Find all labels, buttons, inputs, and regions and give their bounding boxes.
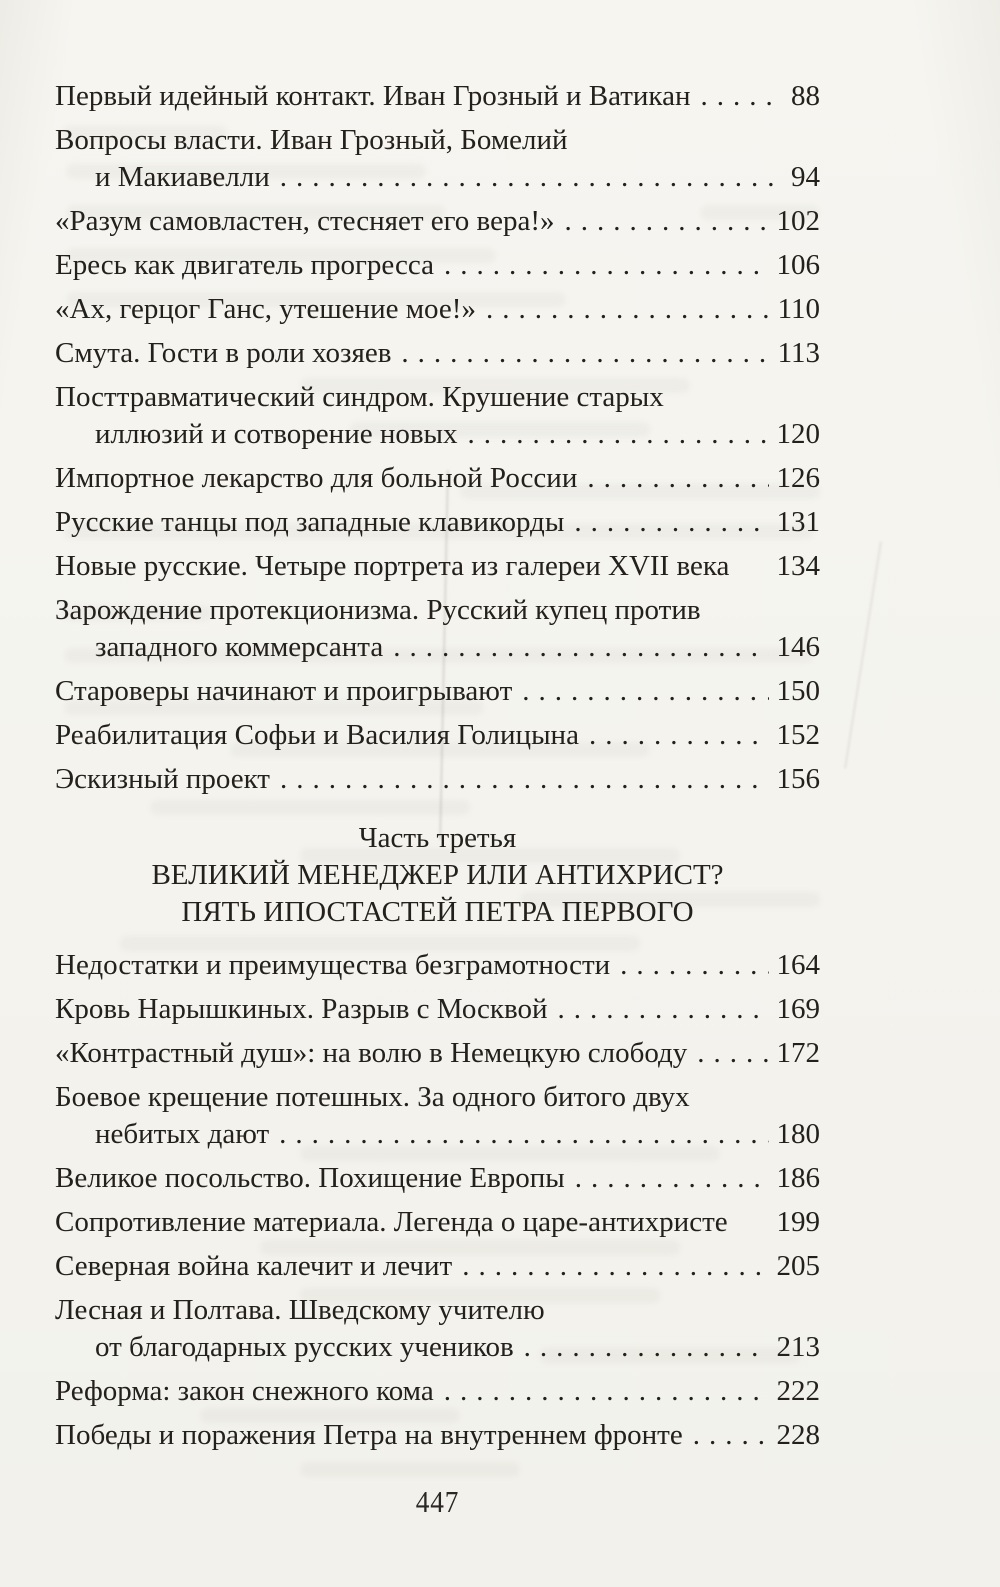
table-of-contents	[55, 78, 820, 1461]
toc-entry-title: от благодарных русских учеников	[95, 1331, 514, 1363]
toc-entry-title: Северная война калечит и лечит	[55, 1250, 453, 1282]
dot-leader	[524, 1329, 769, 1366]
toc-entry-page: 172	[776, 1037, 820, 1069]
dot-leader	[468, 416, 769, 453]
toc-entry-page: 164	[776, 949, 820, 981]
toc-entry-title: Эскизный проект	[55, 763, 270, 795]
toc-entry-page: 222	[776, 1375, 820, 1407]
dot-leader	[280, 159, 783, 196]
toc-entry-page: 106	[776, 249, 820, 281]
toc-entry	[55, 991, 820, 1028]
dot-leader	[401, 335, 769, 372]
toc-entry-page: 213	[776, 1331, 820, 1363]
toc-entry	[55, 1248, 820, 1285]
toc-entry	[55, 592, 820, 666]
toc-entry-page: 180	[776, 1118, 820, 1150]
toc-entry-title: небитых дают	[95, 1118, 270, 1150]
dot-leader	[620, 947, 768, 984]
toc-entry-page: 186	[776, 1162, 820, 1194]
page-number: 447	[415, 1484, 460, 1519]
dot-leader	[280, 761, 769, 798]
dot-leader	[700, 78, 783, 115]
toc-entry-page: 205	[776, 1250, 820, 1282]
part-title-line1: ВЕЛИКИЙ МЕНЕДЖЕР ИЛИ АНТИХРИСТ?	[151, 859, 724, 891]
toc-entry	[55, 247, 820, 284]
toc-entry-title: Посттравматический синдром. Крушение старых	[55, 381, 664, 413]
toc-entry	[55, 1160, 820, 1197]
dot-leader	[444, 247, 769, 284]
toc-entry-title: Первый идейный контакт. Иван Грозный и Ватикан	[55, 80, 691, 112]
toc-entry-page: 150	[776, 675, 820, 707]
toc-entry-title: Кровь Нарышкиных. Разрыв с Москвой	[55, 993, 548, 1025]
dot-leader	[589, 717, 769, 754]
toc-entry	[55, 379, 820, 453]
toc-entry-page: 152	[776, 719, 820, 751]
part-kicker: Часть третья	[358, 822, 517, 854]
toc-entry-title: Новые русские. Четыре портрета из галереи XVII века	[55, 550, 730, 582]
toc-entry-page: 120	[776, 418, 820, 450]
toc-entry-title: Смута. Гости в роли хозяев	[55, 337, 392, 369]
toc-entry	[55, 1373, 820, 1410]
dot-leader	[522, 673, 768, 710]
toc-entry-title: Староверы начинают и проигрывают	[55, 675, 513, 707]
toc-entry	[55, 947, 820, 984]
toc-entry-page: 113	[777, 337, 820, 369]
dot-leader	[574, 504, 768, 541]
dot-leader	[693, 1417, 769, 1454]
toc-entry	[55, 1035, 820, 1072]
toc-entry-page: 88	[791, 80, 820, 112]
toc-entry-page: 169	[776, 993, 820, 1025]
toc-entry	[55, 1079, 820, 1153]
toc-entry-page: 156	[776, 763, 820, 795]
toc-entry-page: 146	[776, 631, 820, 663]
toc-entry	[55, 335, 820, 372]
dot-leader	[444, 1373, 769, 1410]
toc-entry	[55, 203, 820, 240]
dot-leader	[565, 203, 769, 240]
toc-entry-title: западного коммерсанта	[95, 631, 384, 663]
part-header	[55, 820, 820, 931]
toc-entry-page: 94	[791, 161, 820, 193]
dot-leader	[587, 460, 768, 497]
toc-entry-title: Боевое крещение потешных. За одного битого двух	[55, 1081, 690, 1113]
toc-entry-title: Великое посольство. Похищение Европы	[55, 1162, 565, 1194]
toc-entry-title: Ересь как двигатель прогресса	[55, 249, 434, 281]
toc-entry-title: «Разум самовластен, стесняет его вера!»	[55, 205, 555, 237]
toc-entry-title: Лесная и Полтава. Шведскому учителю	[55, 1294, 545, 1326]
toc-entry-page: 131	[776, 506, 820, 538]
dot-leader	[393, 629, 768, 666]
toc-entry	[55, 1417, 820, 1454]
toc-entry-page: 110	[777, 293, 820, 325]
toc-entry-title: и Макиавелли	[95, 161, 270, 193]
toc-entry	[55, 548, 820, 585]
toc-entry	[55, 673, 820, 710]
toc-entry-title: Недостатки и преимущества безграмотности	[55, 949, 611, 981]
toc-entry	[55, 460, 820, 497]
toc-entry-title: Русские танцы под западные клавикорды	[55, 506, 565, 538]
toc-entry-title: иллюзий и сотворение новых	[95, 418, 458, 450]
toc-entry-title: Реформа: закон снежного кома	[55, 1375, 434, 1407]
dot-leader	[575, 1160, 769, 1197]
toc-entry-title: Сопротивление материала. Легенда о царе-антихристе	[55, 1206, 728, 1238]
toc-entry	[55, 1292, 820, 1366]
toc-entry-page: 102	[776, 205, 820, 237]
dot-leader	[558, 991, 769, 1028]
toc-entry-title: Зарождение протекционизма. Русский купец против	[55, 594, 701, 626]
dot-leader	[279, 1116, 768, 1153]
dot-leader	[462, 1248, 768, 1285]
toc-entry	[55, 717, 820, 754]
toc-entry-page: 126	[776, 462, 820, 494]
toc-entry	[55, 1204, 820, 1241]
part-title-line2: ПЯТЬ ИПОСТАСТЕЙ ПЕТРА ПЕРВОГО	[181, 896, 694, 928]
toc-entry-page: 199	[776, 1206, 820, 1238]
toc-entry-title: Реабилитация Софьи и Василия Голицына	[55, 719, 579, 751]
toc-entry-title: «Ах, герцог Ганс, утешение мое!»	[55, 293, 476, 325]
toc-entry	[55, 78, 820, 115]
toc-entry	[55, 291, 820, 328]
toc-entry-title: Победы и поражения Петра на внутреннем фронте	[55, 1419, 683, 1451]
toc-entry-title: «Контрастный душ»: на волю в Немецкую слободу	[55, 1037, 688, 1069]
toc-entry-title: Вопросы власти. Иван Грозный, Бомелий	[55, 124, 568, 156]
toc-entry-page: 228	[776, 1419, 820, 1451]
toc-section-part-three	[55, 947, 820, 1454]
dot-leader	[486, 291, 770, 328]
toc-entry-title: Импортное лекарство для больной России	[55, 462, 578, 494]
toc-entry-page: 134	[776, 550, 820, 582]
dot-leader	[697, 1035, 768, 1072]
toc-entry	[55, 504, 820, 541]
toc-entry	[55, 122, 820, 196]
toc-entry	[55, 761, 820, 798]
toc-section-part-two	[55, 78, 820, 798]
